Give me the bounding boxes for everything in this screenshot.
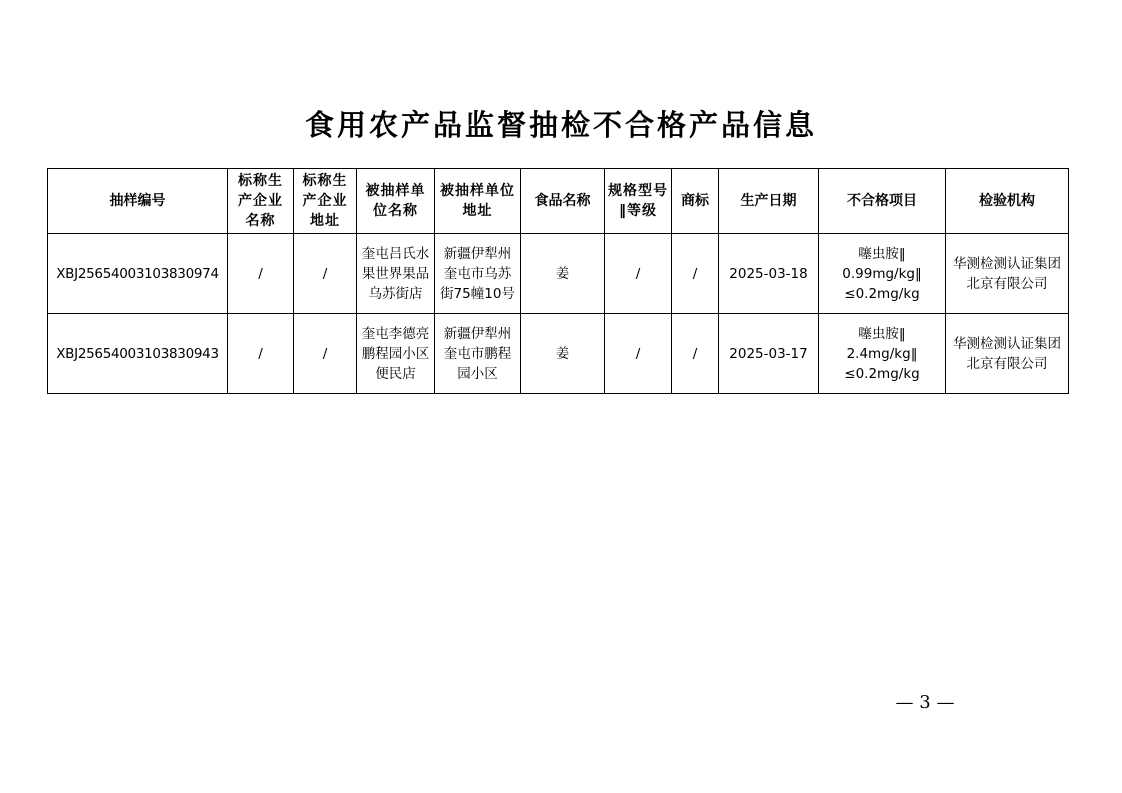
table-header-row [48, 169, 1069, 234]
cell-lab: 华测检测认证集团北京有限公司 [946, 234, 1069, 314]
cell-sampled-unit: 奎屯李德亮鹏程园小区便民店 [357, 314, 435, 394]
cell-food-name: 姜 [521, 314, 605, 394]
header-brand: 商标 [672, 169, 719, 234]
cell-sample-no: XBJ25654003103830974 [48, 234, 228, 314]
cell-lab: 华测检测认证集团北京有限公司 [946, 314, 1069, 394]
cell-failed-item [819, 314, 946, 394]
cell-spec: / [605, 234, 672, 314]
header-failed-item: 不合格项目 [819, 169, 946, 234]
header-producer-address: 标称生产企业地址 [294, 169, 357, 234]
failed-item-standard: ≤0.2mg/kg [844, 285, 920, 302]
header-producer-name: 标称生产企业名称 [228, 169, 294, 234]
header-sampled-unit: 被抽样单位名称 [357, 169, 435, 234]
cell-sampled-address: 新疆伊犁州奎屯市鹏程园小区 [435, 314, 521, 394]
cell-sampled-address: 新疆伊犁州奎屯市乌苏街75幢10号 [435, 234, 521, 314]
cell-production-date: 2025-03-17 [719, 314, 819, 394]
header-spec: 规格型号‖等级 [605, 169, 672, 234]
cell-production-date: 2025-03-18 [719, 234, 819, 314]
failed-item-standard: ≤0.2mg/kg [844, 365, 920, 382]
header-sampled-address: 被抽样单位地址 [435, 169, 521, 234]
cell-brand: / [672, 314, 719, 394]
cell-sampled-unit: 奎屯吕氏水果世界果品乌苏街店 [357, 234, 435, 314]
header-sample-no: 抽样编号 [48, 169, 228, 234]
table-row [48, 234, 1069, 314]
table-row [48, 314, 1069, 394]
header-production-date: 生产日期 [719, 169, 819, 234]
inspection-table [47, 168, 1069, 394]
cell-food-name: 姜 [521, 234, 605, 314]
cell-spec: / [605, 314, 672, 394]
page-title: 食用农产品监督抽检不合格产品信息 [304, 108, 817, 142]
failed-item-name: 噻虫胺‖ [858, 325, 906, 342]
cell-producer-address: / [294, 314, 357, 394]
header-lab: 检验机构 [946, 169, 1069, 234]
cell-producer-name: / [228, 314, 294, 394]
cell-sample-no: XBJ25654003103830943 [48, 314, 228, 394]
cell-failed-item [819, 234, 946, 314]
cell-producer-address: / [294, 234, 357, 314]
page-number: — 3 — [895, 692, 955, 713]
cell-brand: / [672, 234, 719, 314]
failed-item-result: 2.4mg/kg‖ [846, 345, 918, 362]
header-food-name: 食品名称 [521, 169, 605, 234]
cell-producer-name: / [228, 234, 294, 314]
failed-item-result: 0.99mg/kg‖ [842, 265, 922, 282]
failed-item-name: 噻虫胺‖ [858, 245, 906, 262]
